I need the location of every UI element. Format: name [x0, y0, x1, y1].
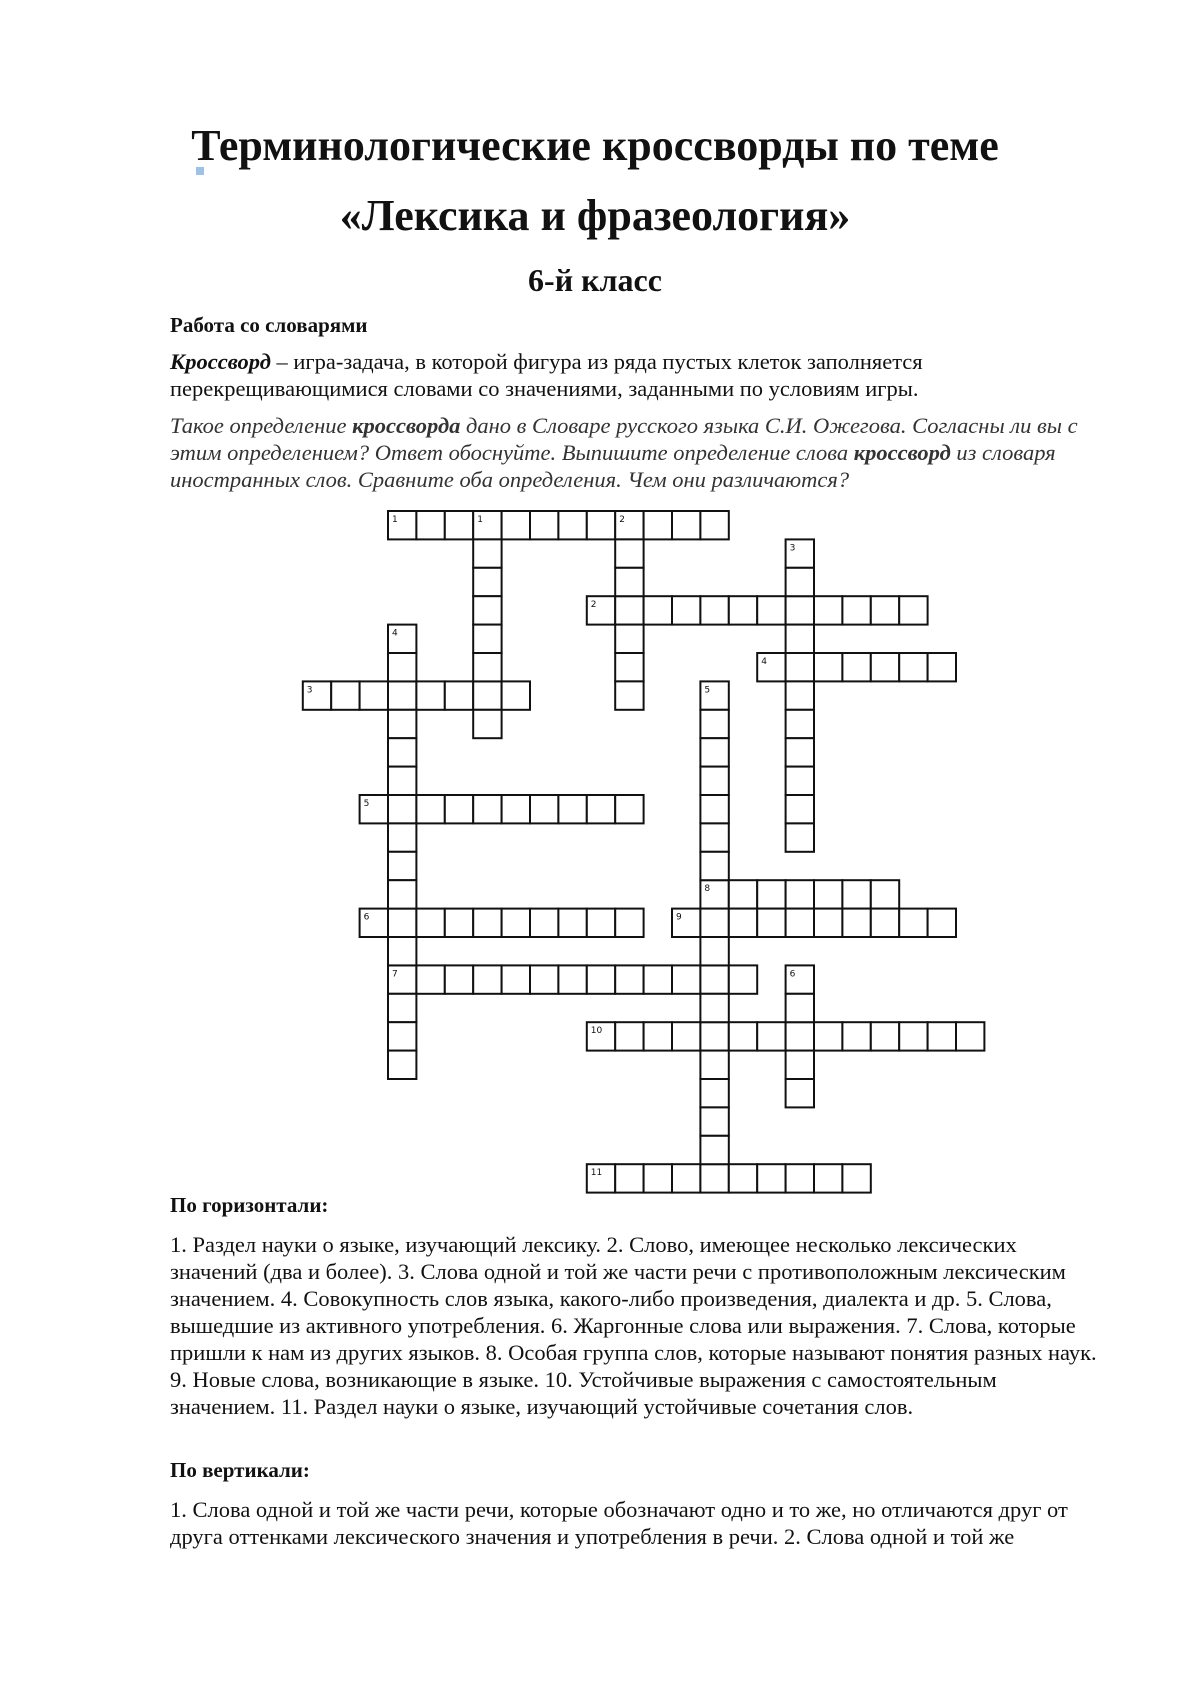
crossword-cell	[786, 1079, 814, 1107]
crossword-cell	[700, 937, 728, 965]
across-clues: 1. Раздел науки о языке, изучающий лексику. 2. Слово, имеющее несколько лексических значений (два и более). 3. Слова одной и той же части речи с противоположным лексическим значением. 4. Совокупность слов языка, какого-либо произведения, диалекта и др. 5. Слова, вышедшие из активного употребления. 6. Жаргонные слова или выражения. 7. Слова, которые пришли к нам из других языков. 8. Особая группа слов, которые называют понятия разных наук. 9. Новые слова, возникающие в языке. 10. Устойчивые выражения с самостоятельным значением. 11. Раздел науки о языке, изучающий устойчивые сочетания слов.	[170, 1232, 1097, 1419]
crossword-cell	[558, 909, 586, 937]
crossword-cell	[814, 596, 842, 624]
crossword-cell	[757, 880, 785, 908]
crossword-cell	[615, 1164, 643, 1192]
crossword-number: 2	[590, 600, 597, 611]
crossword-cell	[388, 994, 416, 1022]
crossword-cell	[502, 909, 530, 937]
crossword-cell	[814, 1022, 842, 1050]
crossword-cell	[786, 909, 814, 937]
crossword-cell	[331, 681, 359, 709]
crossword-cell	[814, 909, 842, 937]
crossword-cell	[644, 1022, 672, 1050]
crossword-cell	[700, 909, 728, 937]
crossword-cell	[388, 738, 416, 766]
crossword-cell	[757, 596, 785, 624]
crossword-number: 4	[761, 657, 767, 667]
crossword-cell	[416, 795, 444, 823]
crossword-cell	[786, 994, 814, 1022]
crossword-cell	[388, 1022, 416, 1050]
crossword-cell	[473, 653, 501, 681]
crossword-cell	[700, 1022, 728, 1050]
across-heading: По горизонтали:	[170, 1193, 329, 1217]
task-bold-2: кроссворд	[853, 440, 951, 465]
crossword-cell	[416, 681, 444, 709]
crossword-cell	[757, 1164, 785, 1192]
crossword-cell	[729, 965, 757, 993]
task-text-2: дано в Словаре русского языка С.И. Ожегова. Согласны ли вы с этим определением? Ответ обоснуйте. Выпишите определение слова	[170, 413, 1078, 465]
crossword-cell	[644, 511, 672, 539]
crossword-number: 11	[590, 1168, 603, 1179]
crossword-cell	[615, 539, 643, 567]
crossword-cell	[388, 710, 416, 738]
crossword-cell	[700, 710, 728, 738]
crossword-cell	[928, 909, 956, 937]
crossword-cell	[502, 965, 530, 993]
crossword-cell	[473, 795, 501, 823]
crossword-cell	[615, 965, 643, 993]
crossword-cell	[729, 909, 757, 937]
crossword-cell	[672, 965, 700, 993]
crossword-cell	[473, 681, 501, 709]
crossword-cell	[558, 795, 586, 823]
crossword-number: 3	[306, 685, 313, 696]
crossword-cell	[786, 625, 814, 653]
crossword-cell	[672, 1022, 700, 1050]
down-heading: По вертикали:	[170, 1458, 310, 1482]
crossword-cell	[700, 852, 728, 880]
crossword-cell	[729, 880, 757, 908]
crossword-cell	[700, 511, 728, 539]
crossword-cell	[558, 511, 586, 539]
crossword-cell	[587, 909, 615, 937]
crossword-cell	[615, 1022, 643, 1050]
crossword-cell	[700, 767, 728, 795]
crossword-cell	[644, 1164, 672, 1192]
crossword-cell	[473, 625, 501, 653]
crossword-cell	[842, 596, 870, 624]
crossword-cell	[416, 511, 444, 539]
crossword-cell	[956, 1022, 984, 1050]
crossword-cell	[842, 909, 870, 937]
crossword-number: 9	[676, 912, 682, 923]
crossword-cell	[445, 795, 473, 823]
crossword-number: 6	[363, 912, 370, 923]
crossword-cell	[700, 1136, 728, 1164]
crossword-number: 1	[392, 515, 398, 525]
crossword-cell	[644, 596, 672, 624]
crossword-cell	[445, 909, 473, 937]
crossword-cell	[899, 1022, 927, 1050]
crossword-cell	[871, 596, 899, 624]
crossword-cell	[473, 596, 501, 624]
crossword-cell	[530, 795, 558, 823]
crossword-cell	[786, 767, 814, 795]
crossword-cell	[700, 738, 728, 766]
title-line-2: «Лексика и фразеология»	[339, 191, 851, 240]
crossword-cell	[871, 880, 899, 908]
crossword-cell	[871, 1022, 899, 1050]
crossword-number: 10	[590, 1026, 603, 1037]
crossword-cell	[388, 653, 416, 681]
crossword-cell	[644, 965, 672, 993]
crossword-cell	[786, 880, 814, 908]
crossword-cell	[814, 880, 842, 908]
title-line-1: Терминологические кроссворды по теме	[191, 121, 999, 170]
crossword-cell	[786, 823, 814, 851]
crossword-cell	[786, 738, 814, 766]
crossword-cell	[388, 767, 416, 795]
crossword-cell	[757, 1022, 785, 1050]
crossword-cell	[786, 596, 814, 624]
crossword-cell	[615, 596, 643, 624]
crossword-cell	[700, 596, 728, 624]
grade-label: 6-й класс	[528, 262, 662, 298]
crossword-cell	[615, 653, 643, 681]
crossword-cell	[388, 823, 416, 851]
crossword-cell	[587, 965, 615, 993]
crossword-cell	[871, 653, 899, 681]
crossword-cell	[928, 1022, 956, 1050]
crossword-cell	[672, 511, 700, 539]
crossword-cell	[842, 1022, 870, 1050]
section-heading: Работа со словарями	[170, 313, 368, 337]
crossword-cell	[729, 1164, 757, 1192]
crossword-cell	[473, 568, 501, 596]
crossword-number: 2	[619, 515, 625, 525]
crossword-cell	[416, 965, 444, 993]
crossword-cell	[615, 625, 643, 653]
crossword-cell	[615, 909, 643, 937]
crossword-cell	[473, 909, 501, 937]
crossword-cell	[700, 1107, 728, 1135]
down-clues: 1. Слова одной и той же части речи, которые обозначают одно и то же, но отличаются друг от друга оттенками лексического значения и употребления в речи. 2. Слова одной и той же	[170, 1497, 1068, 1549]
crossword-cell	[388, 852, 416, 880]
definition-term: Кроссворд	[170, 349, 271, 374]
definition-text: – игра-задача, в которой фигура из ряда пустых клеток заполняется перекрещивающимися словами со значениями, заданными по условиям игры.	[170, 349, 923, 401]
crossword-cell	[587, 511, 615, 539]
crossword-cell	[786, 568, 814, 596]
crossword-number: 1	[477, 515, 483, 525]
crossword-cell	[814, 1164, 842, 1192]
crossword-cell	[700, 1051, 728, 1079]
crossword-cell	[530, 965, 558, 993]
crossword-cell	[388, 937, 416, 965]
crossword-cell	[445, 511, 473, 539]
crossword-cell	[360, 681, 388, 709]
crossword-cell	[502, 795, 530, 823]
crossword-cell	[530, 909, 558, 937]
crossword-cell	[388, 681, 416, 709]
crossword-cell	[700, 795, 728, 823]
crossword-cell	[672, 1164, 700, 1192]
task-text-1: Такое определение	[170, 413, 353, 438]
crossword-cell	[814, 653, 842, 681]
crossword-number: 8	[704, 884, 711, 895]
crossword-cell	[502, 511, 530, 539]
crossword-cell	[786, 653, 814, 681]
crossword-cell	[615, 795, 643, 823]
task-text-3: из словаря иностранных слов. Сравните оба определения. Чем они различаются?	[170, 440, 1056, 492]
crossword-cell	[700, 994, 728, 1022]
crossword-cell	[700, 1079, 728, 1107]
crossword-cell	[530, 511, 558, 539]
crossword-cell	[615, 681, 643, 709]
crossword-cell	[445, 681, 473, 709]
crossword-number: 5	[363, 799, 370, 809]
crossword-cell	[729, 1022, 757, 1050]
crossword-cell	[388, 880, 416, 908]
crossword-cell	[871, 909, 899, 937]
crossword-cell	[757, 909, 785, 937]
crossword-cell	[786, 710, 814, 738]
crossword-cell	[473, 965, 501, 993]
crossword-cell	[615, 568, 643, 596]
crossword-cell	[700, 1164, 728, 1192]
crossword-cell	[473, 539, 501, 567]
crossword-cell	[899, 909, 927, 937]
crossword-cell	[388, 795, 416, 823]
crossword-cell	[928, 653, 956, 681]
crossword-cell	[786, 1051, 814, 1079]
crossword-cell	[842, 880, 870, 908]
crossword-cell	[786, 1022, 814, 1050]
crossword-cell	[786, 1164, 814, 1192]
crossword-cell	[416, 909, 444, 937]
crossword-cell	[786, 681, 814, 709]
crossword-number: 5	[704, 685, 711, 696]
crossword-number: 6	[789, 969, 796, 980]
crossword-cell	[558, 965, 586, 993]
crossword-cell	[729, 596, 757, 624]
crossword-cell	[587, 795, 615, 823]
crossword-cell	[388, 1051, 416, 1079]
crossword-number: 3	[789, 543, 796, 554]
crossword-number: 4	[392, 628, 398, 639]
crossword-cell	[786, 795, 814, 823]
crossword-cell	[502, 681, 530, 709]
crossword-cell	[672, 596, 700, 624]
crossword-number: 7	[392, 969, 398, 980]
crossword-cell	[899, 596, 927, 624]
crossword-cell	[899, 653, 927, 681]
crossword-cell	[700, 823, 728, 851]
crossword-cell	[842, 1164, 870, 1192]
task-bold-1: кроссворда	[352, 413, 461, 438]
crossword-cell	[388, 909, 416, 937]
crossword-cell	[842, 653, 870, 681]
crossword-cell	[700, 965, 728, 993]
crossword-cell	[445, 965, 473, 993]
crossword-cell	[473, 710, 501, 738]
